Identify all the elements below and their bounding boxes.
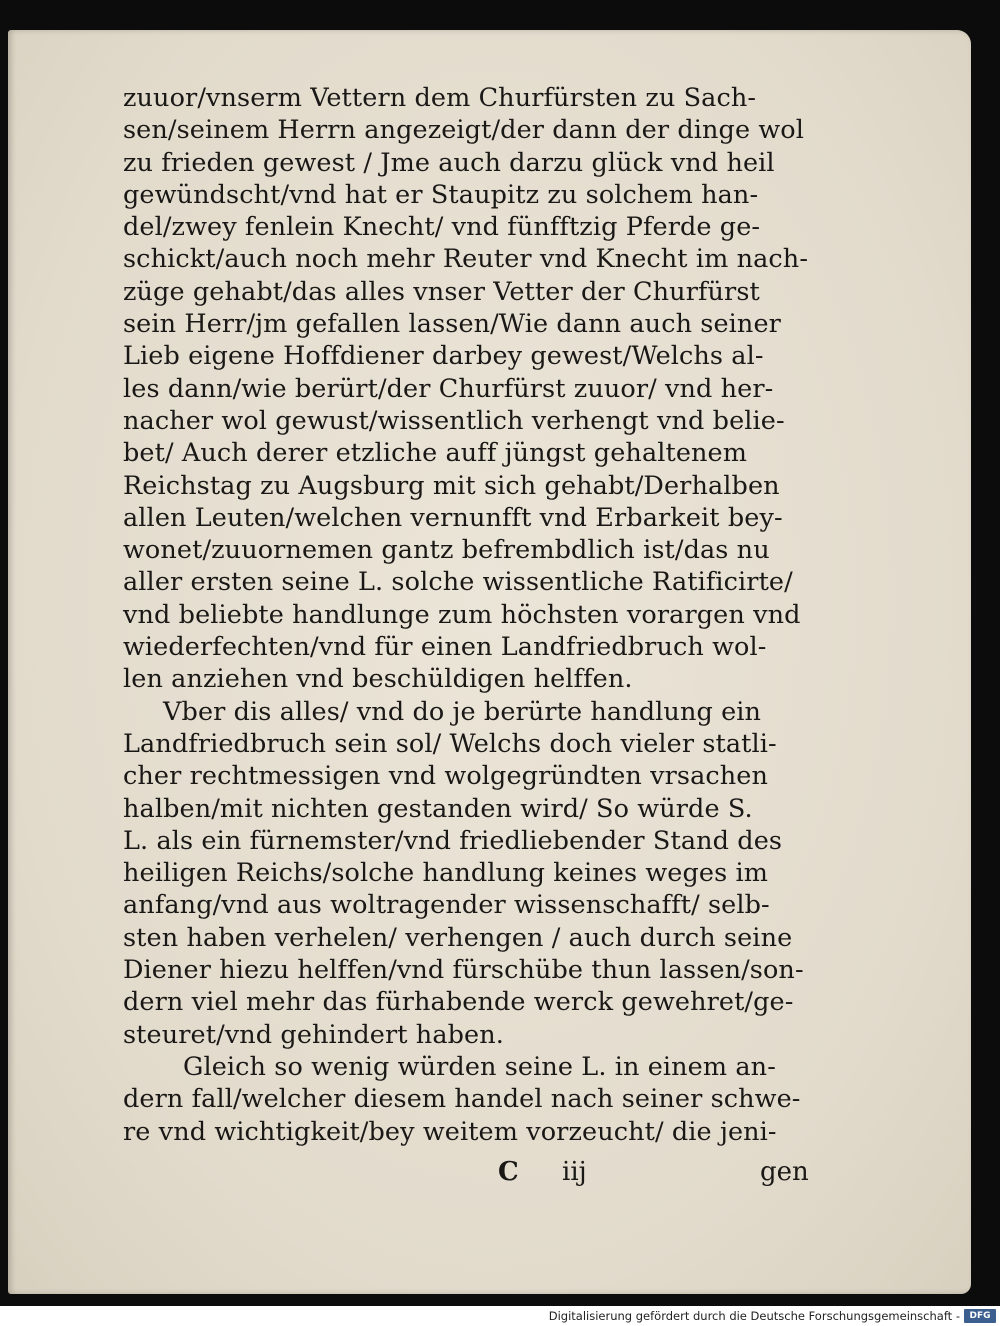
text-line: sen/seinem Herrn angezeigt/der dann der dinge wol: [123, 115, 804, 146]
text-line: gewündscht/vnd hat er Staupitz zu solchem han-: [123, 179, 759, 210]
paragraph-first-line: Gleich so wenig würden seine L. in einem an-: [183, 1051, 776, 1082]
text-line: re vnd wichtigkeit/bey weitem vorzeucht/ die jeni-: [123, 1116, 777, 1147]
signature-row: [498, 1157, 818, 1193]
text-line: heiligen Reichs/solche handlung keines weges im: [123, 858, 769, 889]
book-page: [8, 30, 971, 1294]
text-line: bet/ Auch derer etzliche auff jüngst gehaltenem: [123, 438, 748, 469]
text-line: Reichstag zu Augsburg mit sich gehabt/Derhalben: [123, 470, 780, 501]
text-line: les dann/wie berürt/der Churfürst zuuor/ vnd her-: [123, 373, 774, 404]
text-line: dern viel mehr das fürhabende werck gewehret/ge-: [123, 987, 794, 1018]
text-line: len anziehen vnd beschüldigen helffen.: [123, 664, 633, 695]
text-line: nacher wol gewust/wissentlich verhengt vnd belie-: [123, 405, 785, 436]
dfg-logo-icon: DFG: [964, 1309, 996, 1323]
footer-bar: [0, 1306, 1000, 1326]
page-text: [123, 82, 833, 1148]
text-line: sein Herr/jm gefallen lassen/Wie dann auch seiner: [123, 309, 781, 340]
funding-credit: Digitalisierung gefördert durch die Deutsche Forschungsgemeinschaft -: [548, 1309, 960, 1323]
signature-mark: C: [498, 1157, 519, 1187]
text-line: zu frieden gewest / Jme auch darzu glück vnd heil: [123, 147, 775, 178]
text-line: wiederfechten/vnd für einen Landfriedbruch wol-: [123, 632, 767, 663]
text-line: sten haben verhelen/ verhengen / auch durch seine: [123, 922, 793, 953]
text-line: halben/mit nichten gestanden wird/ So würde S.: [123, 793, 753, 824]
text-line: Diener hiezu helffen/vnd fürschübe thun lassen/son-: [123, 955, 804, 986]
text-line: wonet/zuuornemen gantz befrembdlich ist/das nu: [123, 535, 770, 566]
text-line: cher rechtmessigen vnd wolgegründten vrsachen: [123, 761, 769, 792]
text-line: steuret/vnd gehindert haben.: [123, 1019, 504, 1050]
text-line: zuuor/vnserm Vettern dem Churfürsten zu Sach-: [123, 83, 757, 113]
paragraph-first-line: Vber dis alles/ vnd do je berürte handlung ein: [163, 696, 762, 727]
text-line: vnd beliebte handlunge zum höchsten vorargen vnd: [123, 599, 801, 630]
text-line: Lieb eigene Hoffdiener darbey gewest/Welchs al-: [123, 341, 764, 372]
text-line: allen Leuten/welchen vernunfft vnd Erbarkeit bey-: [123, 502, 783, 533]
text-line: aller ersten seine L. solche wissentliche Ratificirte/: [123, 567, 793, 598]
text-line: anfang/vnd aus woltragender wissenschafft/ selb-: [123, 890, 770, 921]
text-line: züge gehabt/das alles vnser Vetter der Churfürst: [123, 276, 760, 307]
text-line: L. als ein fürnemster/vnd friedliebender Stand des: [123, 825, 783, 856]
text-line: Landfriedbruch sein sol/ Welchs doch vieler statli-: [123, 728, 777, 759]
text-line: schickt/auch noch mehr Reuter vnd Knecht im nach-: [123, 244, 809, 275]
text-line: dern fall/welcher diesem handel nach seiner schwe-: [123, 1084, 801, 1115]
catchword: gen: [760, 1157, 809, 1187]
text-line: del/zwey fenlein Knecht/ vnd fünfftzig Pferde ge-: [123, 212, 761, 243]
signature-number: iij: [562, 1157, 587, 1187]
